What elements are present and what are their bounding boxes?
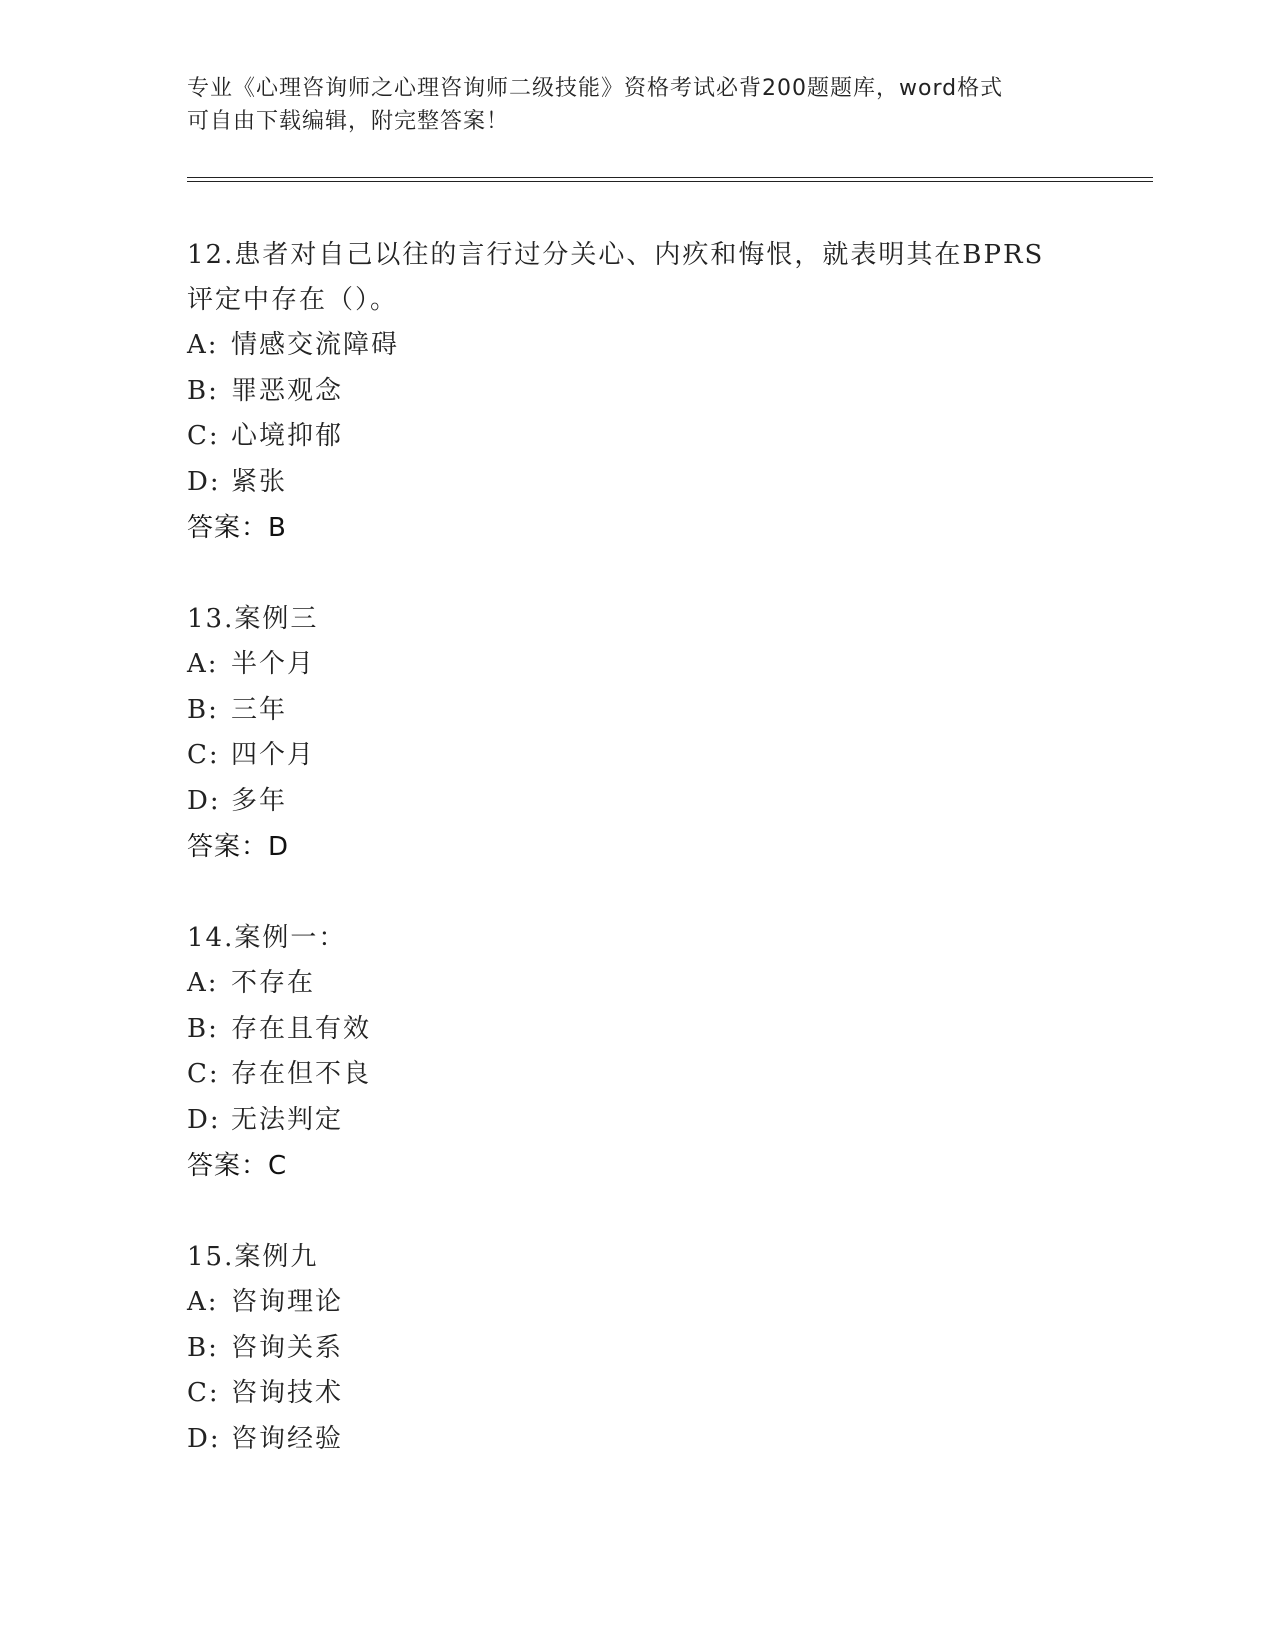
option-key: C: [187, 421, 220, 451]
option-text: 存在且有效 [231, 1013, 372, 1044]
option-text: 多年 [231, 785, 288, 816]
option-key: A: [187, 968, 219, 998]
option-key: D: [187, 1104, 221, 1135]
question-stem: 13.案例三 [187, 604, 319, 634]
option-a [187, 642, 1087, 688]
option-text: 咨询技术 [231, 1378, 344, 1408]
option-text: 存在但不良 [231, 1059, 372, 1089]
option-a [187, 1280, 1087, 1326]
option-b [187, 1007, 1087, 1053]
answer-line: 答案：D [187, 832, 290, 862]
option-key: D: [187, 785, 221, 816]
option-text: 四个月 [231, 740, 316, 770]
option-key: B: [187, 1013, 219, 1044]
header-title-line-1: 专业《心理咨询师之心理咨询师二级技能》资格考试必背200题题库，word格式 [187, 76, 1004, 101]
question-stem: 15.案例九 [187, 1242, 319, 1272]
header-title-line-2: 可自由下载编辑，附完整答案！ [187, 109, 510, 134]
option-c [187, 414, 1087, 460]
answer-line: 答案：B [187, 513, 287, 543]
question-stem: 12.患者对自己以往的言行过分关心、内疚和悔恨，就表明其在BPRS评定中存在（）。 [187, 240, 1045, 315]
question-list [187, 233, 1087, 1508]
question-12 [187, 233, 1087, 551]
option-key: C: [187, 740, 220, 770]
option-key: B: [187, 1332, 219, 1363]
option-b [187, 369, 1087, 415]
option-text: 紧张 [231, 466, 288, 497]
option-d [187, 460, 1087, 506]
option-text: 咨询关系 [231, 1332, 344, 1363]
header-divider [187, 177, 1153, 182]
answer-line: 答案：C [187, 1151, 288, 1181]
option-d [187, 1417, 1087, 1463]
option-text: 心境抑郁 [231, 421, 344, 451]
option-text: 不存在 [231, 968, 316, 998]
option-key: D: [187, 466, 221, 497]
option-text: 三年 [231, 694, 288, 725]
option-d [187, 1098, 1087, 1144]
option-text: 情感交流障碍 [231, 330, 400, 360]
option-key: B: [187, 694, 219, 725]
option-b [187, 688, 1087, 734]
option-c [187, 733, 1087, 779]
question-15 [187, 1235, 1087, 1462]
option-a [187, 961, 1087, 1007]
document-header [187, 72, 1067, 138]
option-key: C: [187, 1378, 220, 1408]
option-text: 罪恶观念 [231, 375, 344, 406]
option-key: D: [187, 1423, 221, 1454]
option-c [187, 1371, 1087, 1417]
option-key: B: [187, 375, 219, 406]
option-key: A: [187, 1287, 219, 1317]
option-b [187, 1326, 1087, 1372]
option-d [187, 779, 1087, 825]
option-key: A: [187, 330, 219, 360]
option-c [187, 1052, 1087, 1098]
option-text: 咨询理论 [231, 1287, 344, 1317]
question-stem: 14.案例一： [187, 923, 347, 953]
option-text: 半个月 [231, 649, 316, 679]
option-key: C: [187, 1059, 220, 1089]
option-a [187, 323, 1087, 369]
option-text: 无法判定 [231, 1104, 344, 1135]
question-14 [187, 916, 1087, 1189]
option-key: A: [187, 649, 219, 679]
question-13 [187, 597, 1087, 870]
option-text: 咨询经验 [231, 1423, 344, 1454]
